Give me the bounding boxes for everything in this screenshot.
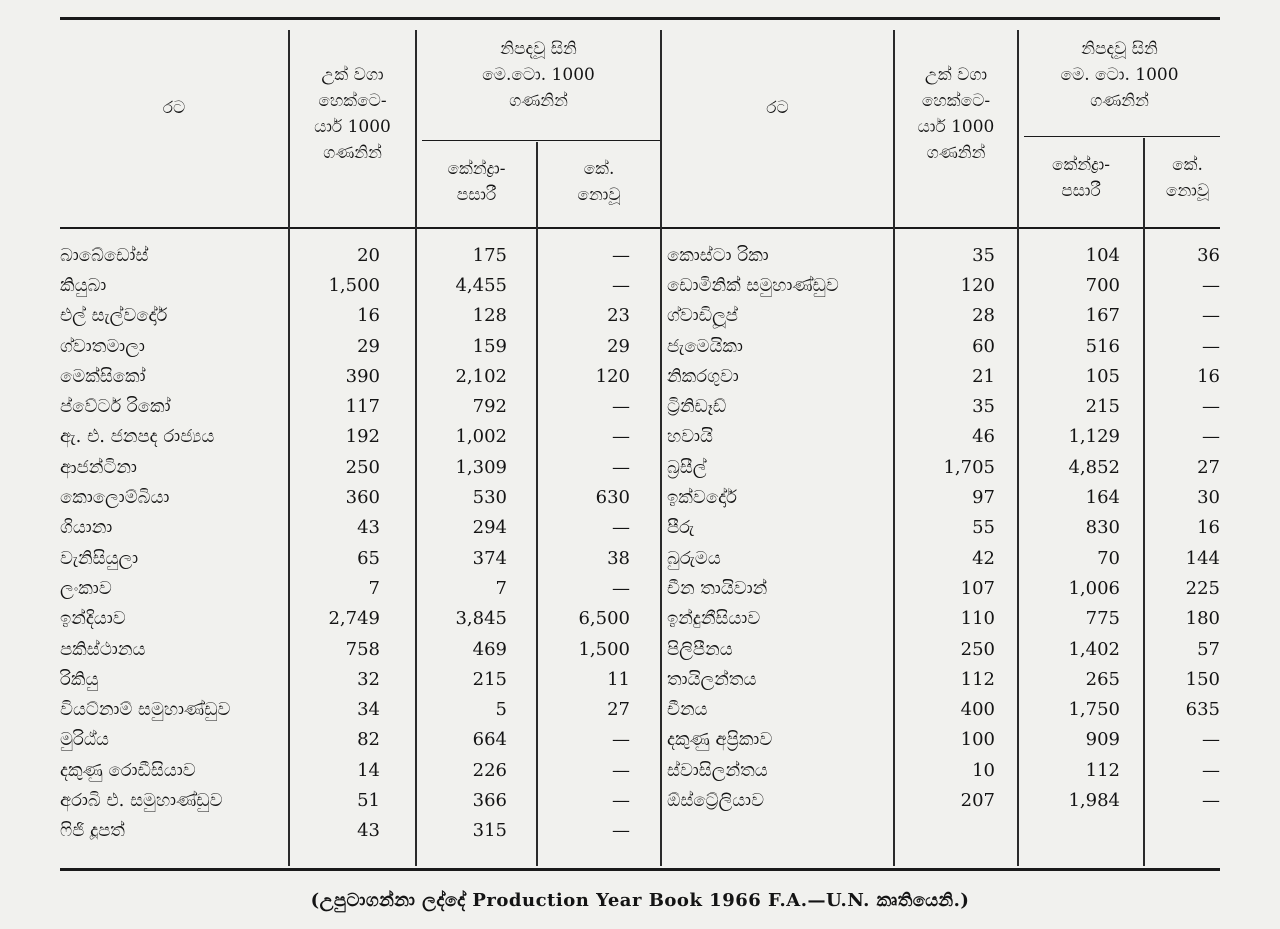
area-cell: 35 [972,396,995,418]
area-cell: 16 [357,305,380,327]
country-cell: නිකරගුවා [667,365,739,387]
area-cell: 120 [960,274,995,296]
country-cell: ට්‍රිනිඩෑඩ් [667,396,727,418]
header-centrifugal-line: කේන්ද්‍රා- [447,159,506,179]
table-row [60,422,1220,452]
table-row [60,785,1220,815]
production-subrule-left [422,140,660,141]
table-row [60,361,1220,391]
area-cell: 21 [972,365,995,387]
table-row [60,391,1220,421]
gap-cell [630,694,667,724]
gap-cell [630,361,667,391]
centrifugal-cell: 226 [472,759,507,781]
table-row [60,270,1220,300]
country-cell: ආජන්ටිනා [60,456,137,478]
noncentrifugal-cell: 16 [1197,365,1220,387]
centrifugal-cell: 1,002 [455,426,507,448]
header-production-line: මෙ. ටො. 1000 [1060,65,1179,85]
header-area-line: හෙක්ටෙ- [921,91,991,111]
noncentrifugal-cell: — [1202,305,1220,327]
centrifugal-cell [995,816,1120,846]
area-cell: 32 [357,668,380,690]
header-noncentrifugal-line: කේ. [583,159,615,179]
table-row [60,816,1220,846]
table-row [60,664,1220,694]
top-rule [60,17,1220,20]
country-cell: ගියානා [60,517,113,539]
header-area-line: උක් වගා [924,65,988,85]
noncentrifugal-cell: — [1202,396,1220,418]
area-cell: 55 [972,517,995,539]
area-cell: 10 [972,759,995,781]
table-row [60,240,1220,270]
noncentrifugal-cell: — [612,577,630,599]
country-cell: කොලොම්බියා [60,487,170,509]
noncentrifugal-cell: — [612,729,630,751]
centrifugal-cell: 215 [472,668,507,690]
centrifugal-cell: 2,102 [455,365,507,387]
gap-cell [630,331,667,361]
centrifugal-cell: 294 [472,517,507,539]
table-row [60,513,1220,543]
country-cell: කොස්ටා රිකා [667,244,769,266]
area-cell: 250 [345,456,380,478]
centrifugal-cell: 175 [472,244,507,266]
bottom-rule [60,868,1220,871]
country-cell: තායිලන්තය [667,668,757,690]
header-production-line: නිපදවූ සිනි [500,39,577,59]
noncentrifugal-cell: 38 [607,547,630,569]
noncentrifugal-cell: 11 [607,668,630,690]
header-production-line: ගණනින් [509,91,568,111]
country-cell: එල් සැල්වදෝර් [60,305,168,327]
centrifugal-cell: 105 [1085,365,1120,387]
area-cell [902,816,995,846]
area-cell: 100 [960,729,995,751]
header-area-line: යාර් 1000 [314,117,391,137]
gap-cell [630,482,667,512]
centrifugal-cell: 128 [472,305,507,327]
centrifugal-cell: 4,455 [455,274,507,296]
noncentrifugal-cell: 27 [1197,456,1220,478]
gap-cell [630,725,667,755]
header-area-line: ගණනින් [926,143,986,163]
noncentrifugal-cell: — [1202,274,1220,296]
source-note: (උපුටාගන්නා ලද්දේ Production Year Book 1966 F.A.—U.N. කෘතියෙනි.) [310,890,970,911]
header-area-left [290,62,415,166]
noncentrifugal-cell: — [1202,789,1220,811]
area-cell: 250 [960,638,995,660]
noncentrifugal-cell: — [612,789,630,811]
centrifugal-cell: 159 [472,335,507,357]
centrifugal-cell: 3,845 [455,608,507,630]
table-row [60,301,1220,331]
header-country-right: රට [766,98,789,118]
noncentrifugal-cell: — [1202,729,1220,751]
country-cell: පකිස්ථානය [60,638,146,660]
area-cell: 34 [357,699,380,721]
header-centrifugal-line: පසාරී [1061,181,1101,201]
centrifugal-cell: 366 [472,789,507,811]
country-cell: ජැමෙයිකා [667,335,743,357]
area-cell: 35 [972,244,995,266]
noncentrifugal-cell: 144 [1185,547,1220,569]
centrifugal-cell: 112 [1085,759,1120,781]
gap-cell [630,301,667,331]
area-cell: 42 [972,547,995,569]
noncentrifugal-cell: 180 [1185,608,1220,630]
header-noncentrifugal-line: නොවූ [577,185,621,205]
centrifugal-cell: 1,129 [1068,426,1120,448]
centrifugal-cell: 4,852 [1068,456,1120,478]
centrifugal-cell: 909 [1085,729,1120,751]
country-cell: දකුණු අප්‍රිකාව [667,729,773,751]
area-cell: 20 [357,244,380,266]
country-cell: රිකියු [60,668,99,690]
country-cell: ඉන්දුනීසියාව [667,608,761,630]
gap-cell [630,391,667,421]
country-cell: අරාබි එ. සමුහාණ්ඩුව [60,789,223,811]
area-cell: 107 [960,577,995,599]
area-cell: 112 [960,668,995,690]
area-cell: 117 [345,396,380,418]
country-cell: හවායි [667,426,713,448]
noncentrifugal-cell: 36 [1197,244,1220,266]
table-row [60,634,1220,664]
noncentrifugal-cell: — [1202,335,1220,357]
country-cell: ග්වාතමාලා [60,335,145,357]
header-area-line: ගණනින් [323,143,382,163]
noncentrifugal-cell: 635 [1185,699,1220,721]
area-cell: 360 [345,487,380,509]
gap-cell [630,543,667,573]
gap-cell [630,664,667,694]
gap-cell [630,513,667,543]
centrifugal-cell: 1,006 [1068,577,1120,599]
centrifugal-cell: 792 [472,396,507,418]
country-cell: බ්‍රසීල් [667,456,707,478]
country-cell: පීරු [667,517,695,539]
noncentrifugal-cell: 57 [1197,638,1220,660]
sugar-production-table [60,240,1220,846]
country-cell: මුරිඨ්ය [60,729,109,751]
centrifugal-cell: 164 [1085,487,1120,509]
area-cell: 65 [357,547,380,569]
header-production-right [1019,36,1220,114]
country-cell: දකුණු රොඩීසියාව [60,759,196,781]
noncentrifugal-cell: 120 [595,365,630,387]
country-cell: ප්වේර්ට රිකෝ [60,396,171,418]
country-cell: ඇ. එ. ජනපද රාජ්‍යය [60,426,215,448]
area-cell: 60 [972,335,995,357]
area-cell: 2,749 [328,608,380,630]
gap-cell [630,634,667,664]
country-cell: ලංකාව [60,577,112,599]
area-cell: 97 [972,487,995,509]
centrifugal-cell: 1,984 [1068,789,1120,811]
gap-cell [630,573,667,603]
noncentrifugal-cell: 225 [1185,577,1220,599]
header-production-line: ගණනින් [1090,91,1149,111]
table-row [60,573,1220,603]
header-centrifugal-right [1019,152,1143,204]
header-centrifugal-line: පසාරී [456,185,497,205]
centrifugal-cell: 664 [472,729,507,751]
table-row [60,604,1220,634]
table-row [60,725,1220,755]
header-production-line: මෙ.ටො. 1000 [482,65,595,85]
table-row [60,543,1220,573]
gap-cell [630,755,667,785]
production-subrule-right [1024,136,1220,137]
area-cell: 207 [960,789,995,811]
centrifugal-cell: 1,402 [1068,638,1120,660]
country-cell: චීනය [667,699,708,721]
header-area-line: හෙක්ටෙ- [318,91,387,111]
noncentrifugal-cell: 29 [607,335,630,357]
country-cell: ඩොමිනික් සමුහාණ්ඩුව [667,274,839,296]
noncentrifugal-cell: — [612,244,630,266]
header-noncentrifugal-left [538,156,660,208]
noncentrifugal-cell: 16 [1197,517,1220,539]
centrifugal-cell: 530 [472,487,507,509]
centrifugal-cell: 1,750 [1068,699,1120,721]
country-cell: ෆිජි දූපත් [60,820,125,842]
area-cell: 14 [357,759,380,781]
noncentrifugal-cell: — [1202,426,1220,448]
gap-cell [630,604,667,634]
area-cell: 51 [357,789,380,811]
centrifugal-cell: 7 [495,577,507,599]
noncentrifugal-cell: 150 [1185,668,1220,690]
area-cell: 758 [345,638,380,660]
country-cell: චීන තායිවාන් [667,577,768,599]
country-cell: බුරුමය [667,547,721,569]
country-cell: පිලිපීනය [667,638,733,660]
centrifugal-cell: 1,309 [455,456,507,478]
area-cell: 400 [960,699,995,721]
country-cell: ඉක්වදෝර් [667,487,737,509]
table-row [60,482,1220,512]
table-row [60,694,1220,724]
noncentrifugal-cell: — [612,426,630,448]
country-cell: බාබේඩෝස් [60,244,149,266]
centrifugal-cell: 469 [472,638,507,660]
area-cell: 43 [357,517,380,539]
centrifugal-cell: 70 [1097,547,1120,569]
noncentrifugal-cell: — [612,759,630,781]
centrifugal-cell: 265 [1085,668,1120,690]
centrifugal-cell: 167 [1085,305,1120,327]
country-cell: ග්වාඩිලූප් [667,305,738,327]
centrifugal-cell: 104 [1085,244,1120,266]
noncentrifugal-cell: — [612,396,630,418]
country-cell [667,816,902,846]
area-cell: 1,500 [328,274,380,296]
country-cell: ඉන්දියාව [60,608,126,630]
centrifugal-cell: 775 [1085,608,1120,630]
centrifugal-cell: 215 [1085,396,1120,418]
centrifugal-cell: 516 [1085,335,1120,357]
noncentrifugal-cell: — [612,274,630,296]
header-country-left: රට [162,98,186,118]
country-cell: ස්වාසිලන්තය [667,759,768,781]
noncentrifugal-cell: 6,500 [578,608,630,630]
header-production-left [417,36,660,114]
area-cell: 1,705 [943,456,995,478]
table-row [60,755,1220,785]
gap-cell [630,270,667,300]
centrifugal-cell: 315 [472,820,507,842]
gap-cell [630,785,667,815]
noncentrifugal-cell: 30 [1197,487,1220,509]
country-cell: මෙක්සිකෝ [60,365,146,387]
noncentrifugal-cell: 27 [607,699,630,721]
header-production-line: නිපදවූ සිනි [1081,39,1158,59]
area-cell: 110 [960,608,995,630]
header-noncentrifugal-right [1145,152,1230,204]
area-cell: 7 [368,577,380,599]
centrifugal-cell: 700 [1085,274,1120,296]
country-cell: වියට්නාම් සමුහාණ්ඩුව [60,699,231,721]
header-bottom-rule [60,227,1220,229]
table-row [60,452,1220,482]
area-cell: 29 [357,335,380,357]
country-cell: වැනිසියුලා [60,547,139,569]
area-cell: 192 [345,426,380,448]
noncentrifugal-cell: 23 [607,305,630,327]
centrifugal-cell: 5 [495,699,507,721]
area-cell: 28 [972,305,995,327]
header-area-right [895,62,1017,166]
centrifugal-cell: 830 [1085,517,1120,539]
header-area-line: උක් වගා [321,65,384,85]
gap-cell [630,452,667,482]
noncentrifugal-cell: — [612,820,630,842]
header-centrifugal-line: කේන්ද්‍රා- [1051,155,1111,175]
area-cell: 82 [357,729,380,751]
table-row [60,331,1220,361]
area-cell: 390 [345,365,380,387]
noncentrifugal-cell [1120,816,1220,846]
header-noncentrifugal-line: නොවූ [1165,181,1210,201]
gap-cell [630,816,667,846]
header-area-line: යාර් 1000 [917,117,995,137]
noncentrifugal-cell: 1,500 [578,638,630,660]
header-centrifugal-left [417,156,536,208]
gap-cell [630,240,667,270]
header-noncentrifugal-line: කේ. [1172,155,1203,175]
area-cell: 46 [972,426,995,448]
noncentrifugal-cell: — [612,517,630,539]
centrifugal-cell: 374 [472,547,507,569]
gap-cell [630,422,667,452]
noncentrifugal-cell: — [612,456,630,478]
area-cell: 43 [357,820,380,842]
noncentrifugal-cell: — [1202,759,1220,781]
country-cell: කියුබා [60,274,107,296]
country-cell: ඕස්ට්‍රේලියාව [667,789,765,811]
noncentrifugal-cell: 630 [595,487,630,509]
